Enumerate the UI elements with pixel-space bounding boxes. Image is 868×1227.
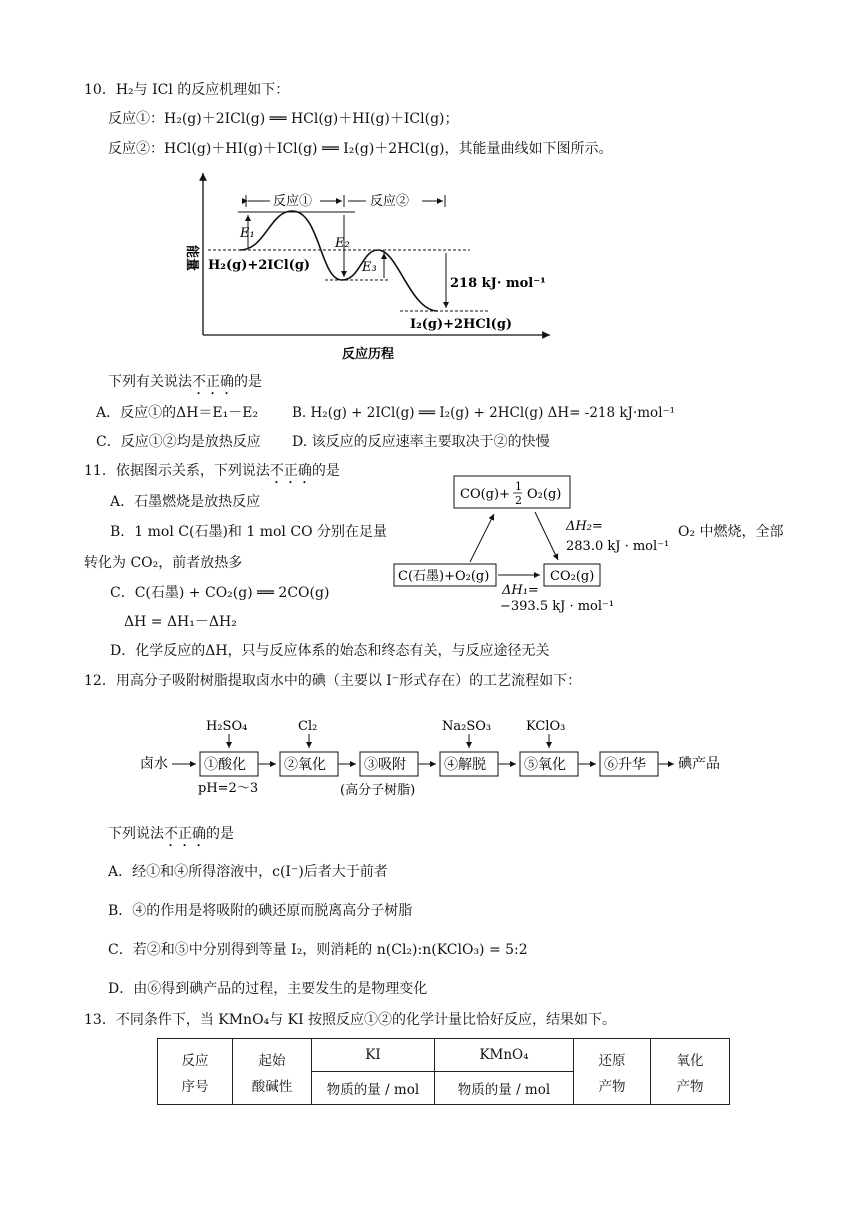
q12-option-d: D．由⑥得到碘产品的过程，主要发生的是物理变化 (108, 981, 428, 997)
step-1: ①酸化 (204, 757, 246, 773)
q10-stem: 10．H₂与 ICl 的反应机理如下： (84, 82, 290, 98)
q11-question: 11．依据图示关系，下列说法不正确的是 (84, 463, 340, 479)
frac-den: 2 (515, 494, 522, 507)
dh1-label: ΔH₁= (502, 583, 539, 598)
reagent-kclo3: KClO₃ (526, 719, 566, 734)
dh1-value: −393.5 kJ · mol⁻¹ (500, 599, 615, 614)
dh2-label: ΔH₂= (566, 519, 603, 534)
flow-end: 碘产品 (678, 756, 720, 772)
reagent-cl2: Cl₂ (298, 719, 318, 734)
stage2-label: 反应② (370, 194, 410, 209)
x-axis-label: 反应历程 (342, 347, 395, 362)
q12-flow-diagram (140, 710, 770, 805)
col-kmno4-unit: 物质的量 / mol (435, 1072, 574, 1105)
q12-option-b: B．④的作用是将吸附的碘还原而脱离高分子树脂 (108, 903, 413, 919)
e2-label: E₂ (335, 236, 350, 251)
q12-question: 下列说法不正确的是 (108, 826, 234, 842)
q10-option-b: B. H₂(g) + 2ICl(g) ══ I₂(g) + 2HCl(g) ΔH= -218 kJ·mol⁻¹ (292, 405, 676, 421)
q10-option-a: A．反应①的ΔH＝E₁－E₂ (96, 405, 259, 421)
left-box: C(石墨)+O₂(g) (398, 569, 490, 584)
reagent-h2so4: H₂SO₄ (206, 719, 248, 734)
product-label: I₂(g)+2HCl(g) (410, 317, 513, 332)
right-box: CO₂(g) (550, 569, 595, 584)
flow-start: 卤水 (140, 756, 168, 772)
top-box-post: O₂(g) (527, 487, 562, 502)
q12-stem: 12．用高分子吸附树脂提取卤水中的碘（主要以 I⁻形式存在）的工艺流程如下： (84, 673, 582, 689)
delta-label: 218 kJ· mol⁻¹ (450, 276, 546, 291)
q10-reaction-2: 反应②：HCl(g)＋HI(g)＋ICl(g) ══ I₂(g)＋2HCl(g)，其能量曲线如下图所示。 (108, 141, 613, 157)
step-2: ②氧化 (284, 757, 326, 773)
col-reduction-product: 还原 产物 (574, 1039, 651, 1105)
q10-energy-diagram (170, 165, 560, 365)
q12-option-c: C．若②和⑤中分别得到等量 I₂，则消耗的 n(Cl₂):n(KClO₃) = 5:2 (108, 942, 528, 958)
q11-option-b-line2: O₂ 中燃烧，全部 (678, 524, 784, 540)
col-acidity: 起始 酸碱性 (233, 1039, 312, 1105)
step-4: ④解脱 (444, 757, 486, 773)
q11-option-b-line3: 转化为 CO₂，前者放热多 (84, 555, 243, 571)
ph-note: pH=2～3 (198, 781, 259, 796)
frac-num: 1 (515, 480, 522, 493)
step-6: ⑥升华 (604, 757, 646, 773)
q11-hess-diagram (390, 470, 680, 620)
resin-note: (高分子树脂) (340, 783, 416, 798)
q10-reaction-1: 反应①：H₂(g)＋2ICl(g) ══ HCl(g)＋HI(g)＋ICl(g)； (108, 111, 459, 127)
q10-question: 下列有关说法不正确的是 (108, 374, 262, 390)
reactant-label: H₂(g)+2ICl(g) (208, 258, 311, 273)
q11-option-c-line2: ΔH = ΔH₁－ΔH₂ (124, 614, 237, 630)
top-box-pre: CO(g)+ (460, 487, 510, 502)
q11-option-a: A．石墨燃烧是放热反应 (110, 494, 261, 510)
y-axis-label: 能量 (184, 245, 199, 272)
q10-option-d: D. 该反应的反应速率主要取决于②的快慢 (292, 434, 550, 450)
step-3: ③吸附 (364, 757, 406, 773)
col-oxidation-product: 氧化 产物 (651, 1039, 730, 1105)
q11-option-c-line1: C．C(石墨) + CO₂(g) ══ 2CO(g) (110, 585, 330, 601)
col-ki-unit: 物质的量 / mol (312, 1072, 435, 1105)
e1-label: E₁ (240, 226, 255, 241)
col-kmno4: KMnO₄ (435, 1039, 574, 1072)
q12-option-a: A．经①和④所得溶液中，c(I⁻)后者大于前者 (108, 864, 388, 880)
e3-label: E₃ (362, 260, 377, 275)
stage1-label: 反应① (273, 194, 313, 209)
col-reaction-no: 反应 序号 (158, 1039, 233, 1105)
reagent-na2so3: Na₂SO₃ (442, 719, 492, 734)
table-header-row-1 (158, 1039, 730, 1072)
q11-option-d: D．化学反应的ΔH，只与反应体系的始态和终态有关，与反应途径无关 (110, 643, 550, 659)
dh2-value: 283.0 kJ · mol⁻¹ (566, 539, 670, 554)
step-5: ⑤氧化 (524, 757, 566, 773)
q13-stem: 13．不同条件下，当 KMnO₄与 KI 按照反应①②的化学计量比恰好反应，结果如下。 (84, 1012, 617, 1028)
q13-table (157, 1038, 730, 1105)
q10-option-c: C．反应①②均是放热反应 (96, 434, 261, 450)
col-ki: KI (312, 1039, 435, 1072)
q11-option-b-line1: B．1 mol C(石墨)和 1 mol CO 分别在足量 (110, 524, 387, 540)
